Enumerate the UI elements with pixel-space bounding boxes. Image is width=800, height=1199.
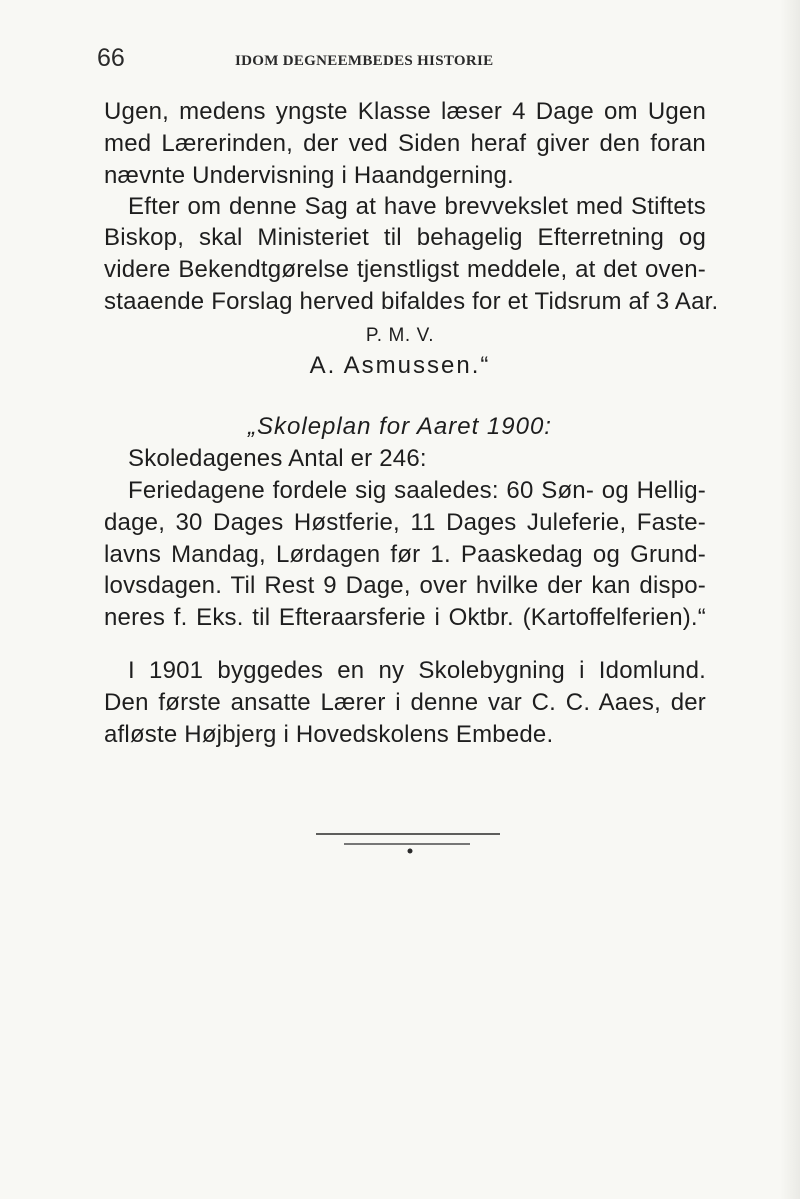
text-line: Den første ansatte Lærer i denne var C. C. Aaes, der	[104, 689, 706, 716]
text-line: nævnte Undervisning i Haandgerning.	[104, 162, 514, 189]
text-line: lavns Mandag, Lørdagen før 1. Paaskedag og Grund-	[104, 541, 706, 568]
text-line: Ugen, medens yngste Klasse læser 4 Dage om Ugen	[104, 98, 706, 125]
text-line: lovsdagen. Til Rest 9 Dage, over hvilke der kan dispo-	[104, 572, 706, 599]
text-line: I 1901 byggedes en ny Skolebygning i Idomlund.	[128, 657, 706, 684]
text-line: dage, 30 Dages Høstferie, 11 Dages Juleferie, Faste-	[104, 509, 706, 536]
text-line: Feriedagene fordele sig saaledes: 60 Søn- og Hellig-	[128, 477, 706, 504]
text-line: videre Bekendtgørelse tjenstligst meddele, at det oven-	[104, 256, 706, 283]
text-line: Efter om denne Sag at have brevvekslet med Stiftets	[128, 193, 706, 220]
closing-pmv: P. M. V.	[365, 325, 435, 346]
section-heading: „Skoleplan for Aaret 1900:	[248, 413, 552, 440]
text-line: Skoledagenes Antal er 246:	[128, 445, 427, 472]
signature: A. Asmussen.“	[309, 352, 491, 379]
text-line: afløste Højbjerg i Hovedskolens Embede.	[104, 721, 554, 748]
text-line: med Lærerinden, der ved Siden heraf giver den foran	[104, 130, 706, 157]
text-line: Biskop, skal Ministeriet til behagelig Efterretning og	[104, 224, 706, 251]
page-number: 66	[97, 44, 125, 72]
page-edge	[780, 0, 800, 1199]
ornamental-divider	[0, 824, 800, 864]
text-line: neres f. Eks. til Efteraarsferie i Oktbr. (Kartoffelferien).“	[104, 604, 706, 631]
running-title: IDOM DEGNEEMBEDES HISTORIE	[235, 53, 494, 69]
text-line: staaende Forslag herved bifaldes for et Tidsrum af 3 Aar.	[104, 288, 719, 315]
